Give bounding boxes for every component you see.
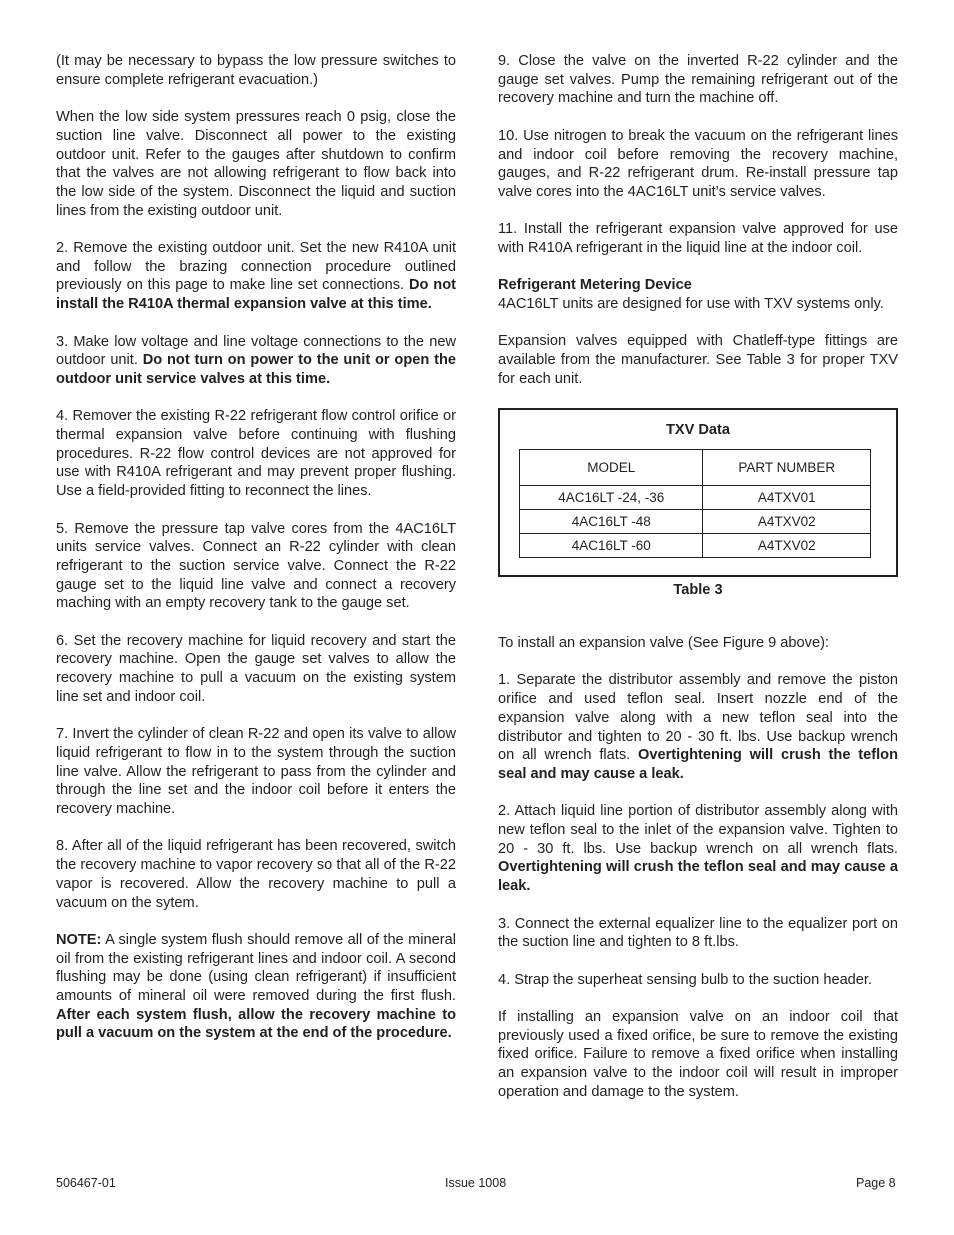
note-paragraph: NOTE: A single system flush should remove all of the mineral oil from the existing refrigerant lines and indoor coil. A second flushing may be done (using clean refrigerant) if insufficient amounts of mineral oil were removed during the first flush. After each system flush, allow the recovery machine to pull a vacuum on the system at the end of the procedure. — [56, 931, 456, 1042]
install-step-1-warning: Overtightening will crush the teflon seal and may cause a leak. — [498, 747, 898, 782]
document-number: 506467-01 — [56, 1176, 116, 1190]
table-header-row — [520, 450, 871, 486]
step-2-warning: Do not install the R410A thermal expansion valve at this time. — [56, 277, 456, 313]
part-number-cell: A4TXV02 — [703, 510, 871, 534]
metering-section — [498, 276, 898, 313]
column-header-model: MODEL — [520, 450, 703, 486]
step-3-warning: Do not turn on power to the unit or open the outdoor unit service valves at this time. — [56, 352, 456, 387]
install-intro: To install an expansion valve (See Figure 9 above): — [498, 635, 829, 651]
metering-text: 4AC16LT units are designed for use with TXV systems only. — [498, 296, 884, 313]
install-step-1: 1. Separate the distributor assembly and remove the piston orifice and used teflon seal. Insert nozzle end of the expansion valve along with a new teflon seal into the distributor and tighten to 20 - 30 ft. lbs. Use backup wrench on all wrench flats. Overtightening will crush the teflon seal and may cause a leak. — [498, 672, 898, 782]
model-cell: 4AC16LT -24, -36 — [520, 486, 703, 510]
paragraph-bypass-note: (It may be necessary to bypass the low pressure switches to ensure complete refrigerant evacuation.) — [56, 53, 456, 88]
install-step-2: 2. Attach liquid line portion of distributor assembly along with new teflon seal to the inlet of the expansion valve. Tighten to 20 - 30 ft. lbs. Use backup wrench on all wrench flats. Overtightening will crush the teflon seal and may cause a leak. — [498, 803, 898, 895]
step-11: 11. Install the refrigerant expansion valve approved for use with R410A refrigerant in the liquid line at the indoor coil. — [498, 221, 898, 256]
install-step-4: 4. Strap the superheat sensing bulb to the suction header. — [498, 971, 873, 988]
txv-table-title: TXV Data — [665, 422, 731, 438]
metering-heading: Refrigerant Metering Device — [498, 277, 692, 294]
part-number-cell: A4TXV02 — [703, 534, 871, 558]
left-column — [56, 52, 456, 1043]
right-column-lower — [498, 634, 898, 1102]
step-2: 2. Remove the existing outdoor unit. Set the new R410A unit and follow the brazing connection procedure outlined previously on this page to make line set connections. Do not install the R410A thermal expansion valve at this time. — [56, 240, 456, 313]
step-3: 3. Make low voltage and line voltage connections to the new outdoor unit. Do not turn on power to the unit or open the outdoor unit service valves at this time. — [56, 333, 456, 387]
part-number-cell: A4TXV01 — [703, 486, 871, 510]
step-10: 10. Use nitrogen to break the vacuum on the refrigerant lines and indoor coil before removing the recovery machine, gauges, and R-22 refrigerant drum. Re-install pressure tap valve cores into the 4AC16LT unit’s service valves. — [498, 127, 898, 200]
table-row — [520, 486, 871, 510]
note-warning: After each system flush, allow the recovery machine to pull a vacuum on the system at the end of the procedure. — [56, 1006, 456, 1042]
table-row — [520, 510, 871, 534]
txv-table — [519, 449, 871, 558]
issue-number: Issue 1008 — [445, 1176, 507, 1190]
step-5: 5. Remove the pressure tap valve cores from the 4AC16LT units service valves. Connect an R-22 cylinder with clean refrigerant to the suction service valve. Connect the R-22 gauge set to the liquid line valve and connect a recovery maching with an empty recovery tank to the gauge set. — [56, 520, 456, 612]
paragraph-close-suction: When the low side system pressures reach 0 psig, close the suction line valve. Disconnect all power to the existing outdoor unit. Refer to the gauges after shutdown to confirm that the valves are not allowing refrigerant to flow back into the low side of the system. Disconnect the liquid and suction lines from the existing outdoor unit. — [56, 109, 456, 219]
txv-data-box — [498, 408, 898, 577]
step-8: 8. After all of the liquid refrigerant has been recovered, switch the recovery machine to vapor recovery so that all of the R-22 vapor is recovered. Allow the recovery machine to pull a vacuum on the sytem. — [56, 838, 456, 911]
table-caption: Table 3 — [673, 582, 723, 598]
right-column — [498, 52, 898, 407]
page-number: Page 8 — [856, 1176, 896, 1190]
step-7: 7. Invert the cylinder of clean R-22 and open its valve to allow liquid refrigerant to flow in to the system through the suction line valve. Allow the refrigerant to pass from the cylinder and through the line set and the indoor coil before it enters the recovery machine. — [56, 726, 456, 818]
table-row — [520, 534, 871, 558]
install-step-2-warning: Overtightening will crush the teflon seal and may cause a leak. — [498, 859, 898, 895]
install-step-3: 3. Connect the external equalizer line to the equalizer port on the suction line and tighten to 8 ft.lbs. — [498, 915, 898, 951]
step-9: 9. Close the valve on the inverted R-22 cylinder and the gauge set valves. Pump the remaining refrigerant out of the recovery machine and turn the machine off. — [498, 53, 898, 107]
model-cell: 4AC16LT -60 — [520, 534, 703, 558]
note-label: NOTE: — [56, 931, 102, 948]
step-6: 6. Set the recovery machine for liquid recovery and start the recovery machine. Open the gauge set valves to allow the recovery machine to pull a vacuum on the existing system line set and indoor coil. — [56, 632, 456, 705]
step-4: 4. Remover the existing R-22 refrigerant flow control orifice or thermal expansion valve before continuing with flushing procedures. R-22 flow control devices are not approved for use with R410A refrigerant and may prevent proper flushing. Use a field-provided fitting to reconnect the lines. — [56, 408, 456, 500]
fixed-orifice-note: If installing an expansion valve on an indoor coil that previously used a fixed orifice, be sure to remove the existing fixed orifice. Failure to remove a fixed orifice when installing an expansion valve to the indoor coil will result in improper operation and damage to the system. — [498, 1008, 898, 1100]
model-cell: 4AC16LT -48 — [520, 510, 703, 534]
expansion-valve-note: Expansion valves equipped with Chatleff-type fittings are available from the manufacturer. See Table 3 for proper TXV for each unit. — [498, 333, 898, 387]
column-header-part-number: PART NUMBER — [703, 450, 871, 486]
